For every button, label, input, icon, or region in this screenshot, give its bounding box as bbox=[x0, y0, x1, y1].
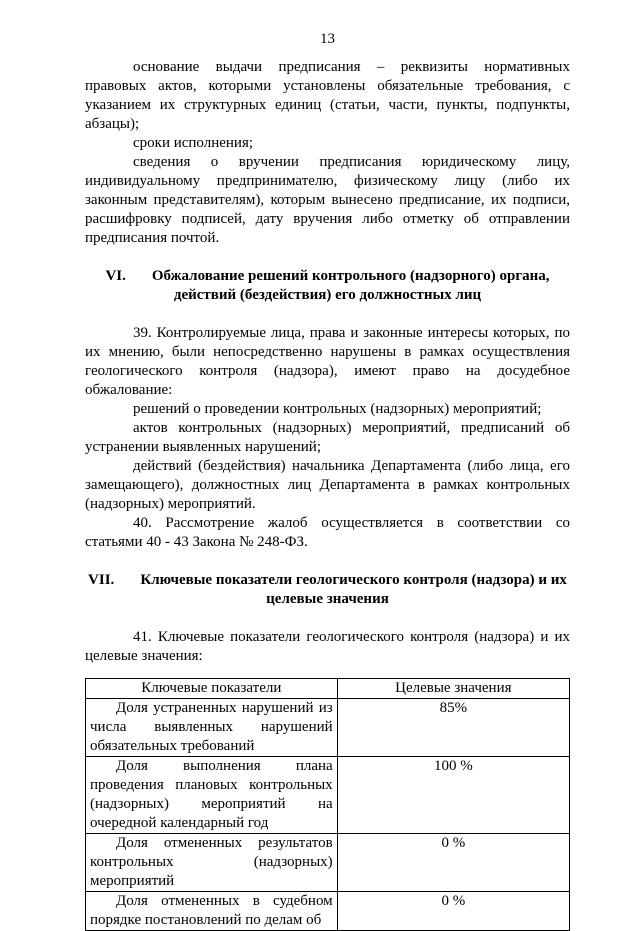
table-header-indicators: Ключевые показатели bbox=[86, 679, 338, 699]
table-header-values: Целевые значения bbox=[337, 679, 569, 699]
table-row bbox=[86, 699, 570, 757]
paragraph-41: 41. Ключевые показатели геологического контроля (надзора) и их целевые значения: bbox=[85, 629, 570, 664]
indicator-cell: Доля отмененных результатов контрольных (надзорных) мероприятий bbox=[86, 834, 338, 892]
paragraph-40: 40. Рассмотрение жалоб осуществляется в соответствии со статьями 40 - 43 Закона № 248-ФЗ. bbox=[85, 515, 570, 550]
paragraph-appeal-item-1: решений о проведении контрольных (надзорных) мероприятий; bbox=[133, 401, 542, 417]
paragraph-deadlines: сроки исполнения; bbox=[133, 135, 254, 151]
value-cell: 0 % bbox=[337, 892, 569, 931]
section-heading-vi bbox=[85, 267, 570, 305]
table-row bbox=[86, 834, 570, 892]
paragraph-appeal-item-3: действий (бездействия) начальника Департамента (либо лица, его замещающего), должностных лиц Департамента в рамках контрольных (надзорных) мероприятий. bbox=[85, 458, 570, 512]
section-number: VII. bbox=[88, 572, 115, 588]
indicator-cell: Доля выполнения плана проведения плановых контрольных (надзорных) мероприятий на очередной календарный год bbox=[86, 757, 338, 834]
section-number: VI. bbox=[105, 268, 126, 284]
section-title: Обжалование решений контрольного (надзорного) органа, действий (бездействия) его должностных лиц bbox=[151, 268, 550, 303]
table-row bbox=[86, 892, 570, 931]
indicator-cell: Доля устраненных нарушений из числа выявленных нарушений обязательных требований bbox=[86, 699, 338, 757]
page-number: 13 bbox=[320, 31, 335, 47]
paragraph-prescription-basis: основание выдачи предписания – реквизиты нормативных правовых актов, которыми установлены обязательные требования, с указанием их структурных единиц (статьи, части, пункты, подпункты, абзацы); bbox=[85, 59, 570, 132]
value-cell: 0 % bbox=[337, 834, 569, 892]
table-header-row bbox=[86, 679, 570, 699]
section-heading-vii bbox=[85, 571, 570, 609]
section-title: Ключевые показатели геологического контроля (надзора) и их целевые значения bbox=[140, 572, 567, 607]
paragraph-39: 39. Контролируемые лица, права и законные интересы которых, по их мнению, были непосредственно нарушены в рамках осуществления геологического контроля (надзора), имеют право на досудебное обжалование: bbox=[85, 325, 570, 398]
value-cell: 85% bbox=[337, 699, 569, 757]
indicator-cell: Доля отмененных в судебном порядке постановлений по делам об bbox=[86, 892, 338, 931]
key-indicators-table bbox=[85, 678, 570, 931]
paragraph-delivery-info: сведения о вручении предписания юридическому лицу, индивидуальному предпринимателю, физическому лицу (либо их законным представителям), которым вынесено предписание, их подписи, расшифровку подписей, дату вручения либо отметку об отправлении предписания почтой. bbox=[85, 154, 570, 246]
value-cell: 100 % bbox=[337, 757, 569, 834]
table-row bbox=[86, 757, 570, 834]
paragraph-appeal-item-2: актов контрольных (надзорных) мероприятий, предписаний об устранении выявленных нарушений; bbox=[85, 420, 570, 455]
